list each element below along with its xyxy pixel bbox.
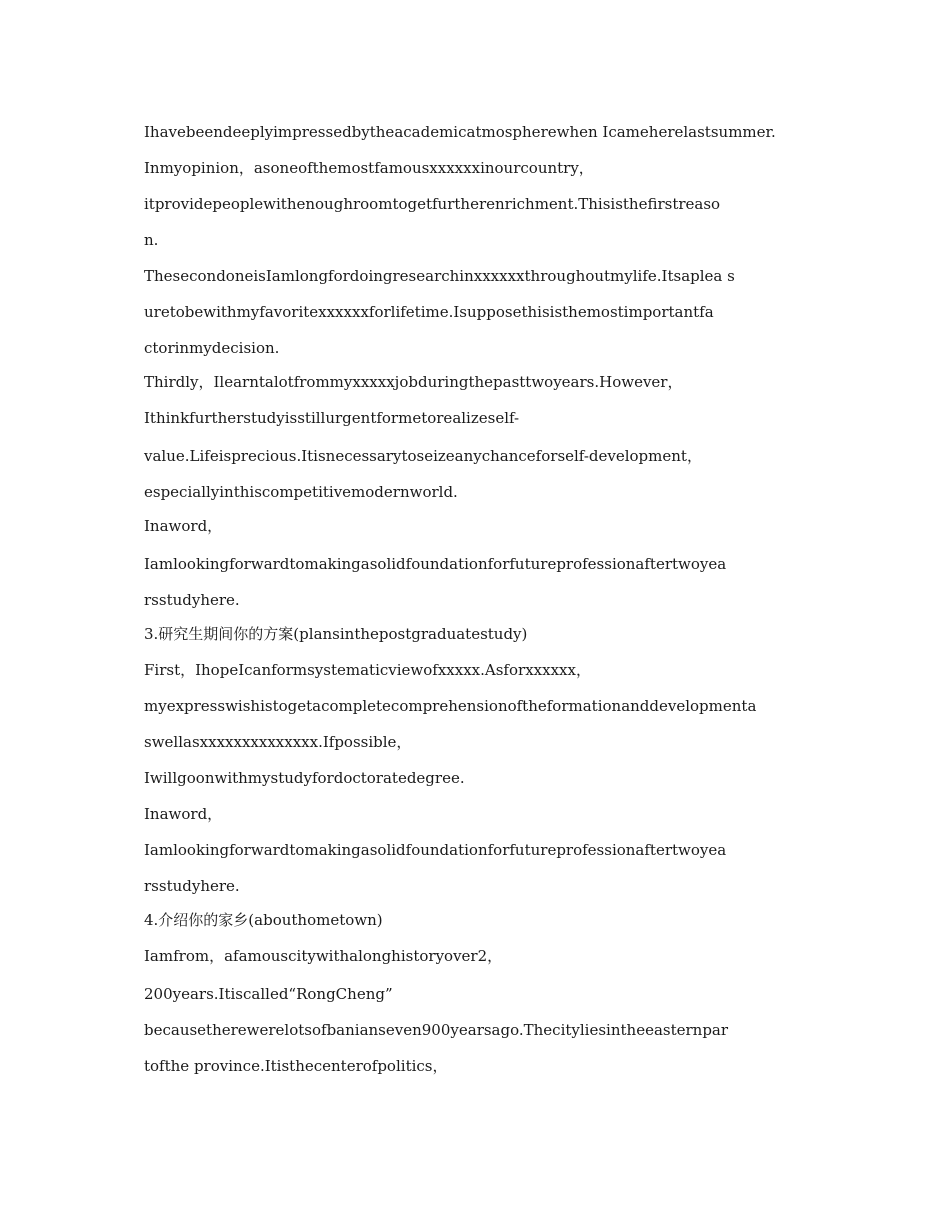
text-line: ThesecondoneisIamlongfordoingresearchinxxxxxxthroughoutmylife.Itsaplea s — [144, 267, 735, 285]
section-heading: 4.介绍你的家乡(abouthometown) — [144, 911, 383, 929]
text-line: 200years.Itiscalled“RongCheng” — [144, 985, 393, 1003]
text-line: Iamfrom，afamouscitywithalonghistoryover2， — [144, 947, 503, 965]
text-line: especiallyinthiscompetitivemodernworld. — [144, 483, 458, 501]
text-line: Iamlookingforwardtomakingasolidfoundationforfutureprofessionaftertwoyea — [144, 555, 727, 573]
text-line: Iwillgoonwithmystudyfordoctoratedegree. — [144, 769, 465, 787]
text-line: Inaword， — [144, 805, 223, 823]
text-line: tofthe province.Itisthecenterofpolitics， — [144, 1057, 448, 1075]
section-heading: 3.研究生期间你的方案(plansinthepostgraduatestudy) — [144, 625, 528, 643]
text-line: rsstudyhere. — [144, 877, 240, 895]
text-line: Ithinkfurtherstudyisstillurgentformetorealizeself- — [144, 409, 520, 427]
text-line: n. — [144, 231, 159, 249]
text-line: First，IhopeIcanformsystematicviewofxxxxx.Asforxxxxxx， — [144, 661, 591, 679]
text-line: Ihavebeendeeplyimpressedbytheacademicatmospherewhen Icameherelastsummer. — [144, 123, 776, 141]
text-line: Iamlookingforwardtomakingasolidfoundationforfutureprofessionaftertwoyea — [144, 841, 727, 859]
text-line: swellasxxxxxxxxxxxxxx.Ifpossible， — [144, 733, 412, 751]
text-line: itprovidepeoplewithenoughroomtogetfurtherenrichment.Thisisthefirstreaso — [144, 195, 721, 213]
text-line: Thirdly，Ilearntalotfrommyxxxxxjobduringthepasttwoyears.However， — [144, 373, 683, 391]
text-line: value.Lifeisprecious.Itisnecessarytoseizeanychanceforself-development， — [144, 447, 702, 465]
text-line: rsstudyhere. — [144, 591, 240, 609]
text-line: uretobewithmyfavoritexxxxxxforlifetime.Isupposethisisthemostimportantfa — [144, 303, 714, 321]
text-line: Inaword， — [144, 517, 223, 535]
text-line: myexpresswishistogetacompletecomprehensionoftheformationanddevelopmenta — [144, 697, 757, 715]
text-line: becausetherewerelotsofbanianseven900yearsago.Thecityliesintheeasternpar — [144, 1021, 729, 1039]
text-line: Inmyopinion，asoneofthemostfamousxxxxxxinourcountry， — [144, 159, 594, 177]
text-line: ctorinmydecision. — [144, 339, 280, 357]
